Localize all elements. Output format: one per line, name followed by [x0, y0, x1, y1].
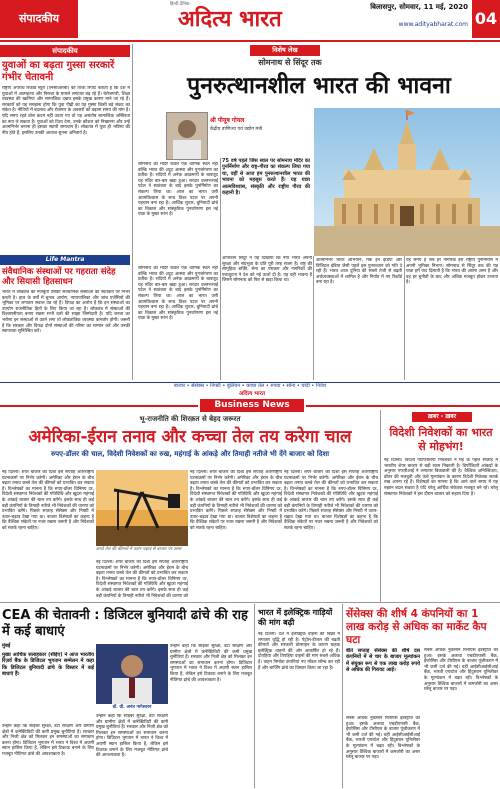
cea-headline: CEA की चेतावनी : डिजिटल बुनियादी ढांचे की राह में कई बाधाएं	[2, 608, 248, 639]
life-mantra: Life Mantra	[0, 255, 130, 265]
cea-lead: मुख्य आर्थिक सलाहकार (सीईए) ने आज भारतीय रिज़र्व बैंक के डिजिटल भुगतान सम्मेलन में कहा कि डिजिटल बुनियादी ढांचे के विस्तार में कई बाधाएं हैं।	[2, 652, 94, 678]
auto-body: नई दिल्ली। देश में इलेक्ट्रिक वाहनों की बिक्री में लगातार वृद्धि हो रही है। पेट्रोल-डीजल की बढ़ती कीमतों और सरकारी प्रोत्साहन के कारण ग्राहक इलेक्ट्रिक वाहनों की ओर आकर्षित हो रहे हैं। दोपहिया और तिपहिया वाहनों की मांग सबसे अधिक है। वाहन निर्माता कंपनियां नए मॉडल लॉन्च कर रही हैं और चार्जिंग ढांचे का विस्तार किया जा रहा है।	[258, 632, 340, 671]
cea-body-3: उन्होंने कहा कि साइबर सुरक्षा, डेटा संरक्षण और ग्रामीण क्षेत्रों में कनेक्टिविटी की कमी प्रमुख चुनौतियां हैं। सरकार और निजी क्षेत्र को मिलकर इन समस्याओं का समाधान करना होगा। डिजिटल भुगतान में भारत ने विश्व में अग्रणी स्थान हासिल किया है, लेकिन इसे टिकाऊ बनाने के लिए मजबूत नीतिगत ढांचे की आवश्यकता है।	[170, 644, 252, 683]
business-logo: अदित्य भारत	[239, 391, 265, 397]
sensex-body-2: सबसे अधिक नुकसान रिलायंस इंडस्ट्रीज को हुआ। इसके अलावा एचडीएफसी बैंक, इंफोसिस और टीसीएस के बाजार पूंजीकरण में भी कमी दर्ज की गई। वहीं आईसीआईसीआई बैंक, भारती एयरटेल और हिंदुस्तान यूनिलीवर के मूल्यांकन में बढ़त रही। विश्लेषकों के अनुसार वैश्विक बाजारों में कमजोरी का असर घरेलू बाजार पर पड़ा।	[424, 648, 498, 693]
fii-tag: ख़बर - ख़बर	[412, 412, 472, 422]
editorial2-title: संवैधानिक संस्थाओं पर गहराता संदेह और सियासी हितसाधन	[2, 267, 116, 287]
feature-body-4: यह समय है जब हर नागरिक इस राष्ट्रीय पुनर्निर्माण में अपनी भूमिका निभाए। सोमनाथ से सिंदूर तक की यह यात्रा हमें याद दिलाती है कि भारत की आत्मा अमर है और वह हर चुनौती के बाद और अधिक मजबूत होकर उभरता है।	[406, 258, 498, 286]
sensex-body-1: सबसे अधिक नुकसान रिलायंस इंडस्ट्रीज को हुआ। इसके अलावा एचडीएफसी बैंक, इंफोसिस और टीसीएस के बाजार पूंजीकरण में भी कमी दर्ज की गई। वहीं आईसीआईसीआई बैंक, भारती एयरटेल और हिंदुस्तान यूनिलीवर के मूल्यांकन में बढ़त रही। विश्लेषकों के अनुसार वैश्विक बाजारों में कमजोरी का असर घरेलू बाजार पर पड़ा।	[346, 716, 420, 761]
feature-body-2: ऑपरेशन सिंदूर ने यह दिखाया कि नया भारत अपनी सुरक्षा और संप्रभुता के प्रति पूरी तरह सजग है। राष्ट्र की सामूहिक शक्ति, सेना का पराक्रम और नागरिकों की एकजुटता ने देश को नई ऊर्जा दी है। यह वही भावना है जिसने सोमनाथ को फिर से खड़ा किया था।	[222, 256, 312, 284]
logo-tag: हिन्दी दैनिक	[170, 2, 190, 7]
lead-subhead: रुपए-डॉलर की चाल, विदेशी निवेशकों का रुख, महंगाई के आंकड़े और तिमाही नतीजे भी देंगे बाजार को दिशा	[50, 450, 330, 458]
editorial1-title: युवाओं का बढ़ता गुस्सा सरकारें गंभीर चेतावनी	[2, 60, 115, 83]
feature-headline: पुनरुत्थानशील भारत की भावना	[187, 73, 451, 99]
feature-body-1b: सोमनाथ का मंदिर केवल एक धार्मिक स्थल नहीं बल्कि भारत की अटूट आस्था और पुनर्जागरण का प्रतीक है। सदियों में अनेक आक्रमणों के बावजूद यह मंदिर बार-बार खड़ा हुआ। सरदार वल्लभभाई पटेल ने स्वतंत्रता के बाद इसके पुनर्निर्माण का संकल्प लिया था। आज का भारत उसी आत्मविश्वास के साथ विश्व पटल पर अपनी पहचान बना रहा है। आर्थिक सुधार, बुनियादी ढांचे का विकास और सांस्कृतिक पुनर्जागरण इस नई यात्रा के मुख्य स्तंभ हैं।	[138, 266, 218, 322]
feature-body-1: सोमनाथ का मंदिर केवल एक धार्मिक स्थल नहीं बल्कि भारत की अटूट आस्था और पुनर्जागरण का प्रतीक है। सदियों में अनेक आक्रमणों के बावजूद यह मंदिर बार-बार खड़ा हुआ। सरदार वल्लभभाई पटेल ने स्वतंत्रता के बाद इसके पुनर्निर्माण का संकल्प लिया था। आज का भारत उसी आत्मविश्वास के साथ विश्व पटल पर अपनी पहचान बना रहा है। आर्थिक सुधार, बुनियादी ढांचे का विकास और सांस्कृतिक पुनर्जागरण इस नई यात्रा के मुख्य स्तंभ हैं।	[138, 162, 218, 218]
oil-pump-photo	[96, 470, 188, 546]
feature-label: विशेष लेख	[250, 45, 320, 56]
page-number: 04	[472, 0, 500, 38]
lead-body-1: नई दिल्ली। शेयर बाजार की दिशा इस सप्ताह अंतरराष्ट्रीय घटनाक्रमों पर निर्भर करेगी। अमेरिका और ईरान के बीच बढ़ता तनाव कच्चे तेल की कीमतों को प्रभावित कर सकता है। विश्लेषकों का मानना है कि रुपए-डॉलर विनिमय दर, विदेशी संस्थागत निवेशकों की गतिविधि और खुदरा महंगाई के आंकड़े बाजार की चाल तय करेंगे। इसके साथ ही कई बड़ी कंपनियों के तिमाही नतीजे भी निवेशकों की धारणा को प्रभावित करेंगे। पिछले सप्ताह सेंसेक्स और निफ्टी में उतार-चढ़ाव देखा गया था। बाजार विशेषज्ञों का कहना है कि वैश्विक संकेतों पर नजर रखना जरूरी है और निवेशकों को सतर्क रहना चाहिए।	[2, 470, 94, 531]
lead-photo-caption: कच्चे तेल की कीमतों में उतार-चढ़ाव से बाजार पर असर	[96, 547, 182, 552]
city-date: बिलासपुर, सोमवार, 11 मई, 2020	[370, 3, 468, 11]
feature-kicker: सोमनाथ से सिंदूर तक	[258, 58, 322, 67]
lead-kicker: भू-राजनीति की शिरक़त से बेहद जरूरत	[139, 415, 241, 423]
logo: अदित्य भारत	[178, 7, 282, 32]
auto-headline: भारत में इलेक्ट्रिक गाड़ियों की मांग बढ़ी	[258, 608, 333, 627]
lead-headline: अमेरिका-ईरान तनाव और कच्चा तेल तय करेगा चाल	[28, 427, 352, 447]
market-ticker: बाजार • सेंसेक्स • निफ्टी • बुलियन • कच्चा तेल • रुपया • सोना • चांदी • निवेश	[173, 383, 327, 389]
lead-body-2: नई दिल्ली। शेयर बाजार की दिशा इस सप्ताह अंतरराष्ट्रीय घटनाक्रमों पर निर्भर करेगी। अमेरिका और ईरान के बीच बढ़ता तनाव कच्चे तेल की कीमतों को प्रभावित कर सकता है। विश्लेषकों का मानना है कि रुपए-डॉलर विनिमय दर, विदेशी संस्थागत निवेशकों की गतिविधि और खुदरा महंगाई के आंकड़े बाजार की चाल तय करेंगे। इसके साथ ही कई बड़ी कंपनियों के तिमाही नतीजे भी निवेशकों की धारणा को	[96, 560, 188, 598]
cea-body-1: उन्होंने कहा कि साइबर सुरक्षा, डेटा संरक्षण और ग्रामीण क्षेत्रों में कनेक्टिविटी की कमी प्रमुख चुनौतियां हैं। सरकार और निजी क्षेत्र को मिलकर इन समस्याओं का समाधान करना होगा। डिजिटल भुगतान में भारत ने विश्व में अग्रणी स्थान हासिल किया है, लेकिन इसे टिकाऊ बनाने के लिए मजबूत नीतिगत ढांचे की आवश्यकता है।	[2, 724, 94, 757]
sensex-lead: बीते सप्ताह सेंसेक्स की शीर्ष दस कंपनियों में से चार के बाजार मूल्यांकन में संयुक्त रूप से एक लाख करोड़ रुपये से अधिक की गिरावट आई।	[346, 648, 420, 674]
lead-body-4: नई दिल्ली। शेयर बाजार की दिशा इस सप्ताह अंतरराष्ट्रीय घटनाक्रमों पर निर्भर करेगी। अमेरिका और ईरान के बीच बढ़ता तनाव कच्चे तेल की कीमतों को प्रभावित कर सकता है। विश्लेषकों का मानना है कि रुपए-डॉलर विनिमय दर, विदेशी संस्थागत निवेशकों की गतिविधि और खुदरा महंगाई के आंकड़े बाजार की चाल तय करेंगे। इसके साथ ही कई बड़ी कंपनियों के तिमाही नतीजे भी निवेशकों की धारणा को प्रभावित करेंगे। पिछले सप्ताह सेंसेक्स और निफ्टी में उतार-चढ़ाव देखा गया था। बाजार विशेषज्ञों का कहना है कि वैश्विक संकेतों पर नजर रखना जरूरी है और निवेशकों को सतर्क रहना चाहिए।	[284, 470, 378, 531]
cea-body-2: उन्होंने कहा कि साइबर सुरक्षा, डेटा संरक्षण और ग्रामीण क्षेत्रों में कनेक्टिविटी की कमी प्रमुख चुनौतियां हैं। सरकार और निजी क्षेत्र को मिलकर इन समस्याओं का समाधान करना होगा। डिजिटल भुगतान में भारत ने विश्व में अग्रणी स्थान हासिल किया है, लेकिन इसे टिकाऊ बनाने के लिए मजबूत नीतिगत ढांचे की आवश्यकता है।	[96, 714, 168, 759]
editorial2-body: भारत में लोकतंत्र की मजबूती उसकी संवैधानिक संस्थाओं की स्वतंत्रता पर निर्भर करती है। हाल के वर्षों में चुनाव आयोग, न्यायपालिका और जांच एजेंसियों की भूमिका पर लगातार सवाल उठ रहे हैं। विपक्ष का आरोप है कि इन संस्थाओं का उपयोग राजनीतिक हितों के लिए किया जा रहा है। लोकतंत्र में संस्थाओं की विश्वसनीयता बनाए रखना सभी दलों की साझा जिम्मेदारी है। यदि जनता का भरोसा इन संस्थाओं से उठने लगा तो लोकतांत्रिक व्यवस्था कमजोर होगी। जरूरी है कि सरकार और विपक्ष दोनों संस्थाओं की गरिमा का सम्मान करें और उनकी स्वायत्तता सुनिश्चित करें।	[2, 290, 130, 335]
cea-photo-label: डॉ. वी. अनंत नागेश्वरन	[112, 705, 152, 710]
author-photo	[166, 112, 208, 160]
editorial1-body: राष्ट्रीय अपराध रिकॉर्ड ब्यूरो (एनसीआरबी) की ताजा रिपोर्ट बताती है कि देश में युवाओं में आत्महत्या और निराशा के मामले लगातार बढ़ रहे हैं। बेरोजगारी, शिक्षा व्यवस्था की खामियां और सामाजिक दबाव इसके प्रमुख कारण माने जा रहे हैं। सरकारों को यह समझना होगा कि युवा पीढ़ी का यह गुस्सा किसी बड़े संकट का संकेत है। नीतियों में बदलाव और रोजगार के अवसरों को बढ़ाना समय की मांग है। यदि समय रहते ठोस कदम नहीं उठाए गए तो यह असंतोष सामाजिक अस्थिरता का रूप ले सकता है। युवाओं को दिशा देना, उनके कौशल को निखारना और उन्हें आत्मनिर्भर बनाना ही इसका स्थायी समाधान है। लोकतंत्र में युवा ही भविष्य की नींव होते हैं, इसलिए उनकी आवाज सुनना अनिवार्य है।	[2, 86, 130, 136]
business-title: Business News	[200, 399, 304, 412]
cea-photo	[96, 644, 168, 704]
lead-body-3: नई दिल्ली। शेयर बाजार की दिशा इस सप्ताह अंतरराष्ट्रीय घटनाक्रमों पर निर्भर करेगी। अमेरिका और ईरान के बीच बढ़ता तनाव कच्चे तेल की कीमतों को प्रभावित कर सकता है। विश्लेषकों का मानना है कि रुपए-डॉलर विनिमय दर, विदेशी संस्थागत निवेशकों की गतिविधि और खुदरा महंगाई के आंकड़े बाजार की चाल तय करेंगे। इसके साथ ही कई बड़ी कंपनियों के तिमाही नतीजे भी निवेशकों की धारणा को प्रभावित करेंगे। पिछले सप्ताह सेंसेक्स और निफ्टी में उतार-चढ़ाव देखा गया था। बाजार विशेषज्ञों का कहना है कि वैश्विक संकेतों पर नजर रखना जरूरी है और निवेशकों को सतर्क रहना चाहिए।	[190, 470, 282, 531]
pull-quote: 75 वर्ष पहले जिस स्थल पर सोमनाथ मंदिर का पुनर्निर्माण और राष्ट्र-गौरव का संकल्प लिया गया था, वहीं से आज हम पुनरुत्थानशील भारत की भावना को महसूस करते हैं। यह यात्रा आत्मविश्वास, संस्कृति और राष्ट्रीय गौरव की कहानी है।	[222, 158, 310, 197]
somnath-temple-photo	[314, 108, 500, 256]
left-header: संपादकीय	[0, 45, 130, 57]
sensex-headline: सेंसेक्स की शीर्ष 4 कंपनियों का 1 लाख करोड़ से अधिक का मार्केट कैप घटा	[346, 608, 487, 646]
section-label: संपादकीय	[0, 0, 78, 38]
author-role: केंद्रीय वाणिज्य एवं उद्योग मंत्री	[210, 127, 263, 132]
fii-body: नई दिल्ली। विदेशी पोर्टफोलियो निवेशकों ने मई के पहले सप्ताह में भारतीय शेयर बाजार से बड़ी रकम निकाली है। डिपॉजिटरी आंकड़ों के अनुसार एफपीआई ने लगातार बिकवाली की है। वैश्विक अनिश्चितता, डॉलर की मजबूती और ऊंचे मूल्यांकन के कारण विदेशी निवेशक सतर्क रुख अपना रहे हैं। विशेषज्ञों का मानना है कि आने वाले समय में यह रुझान बदल सकता है यदि घरेलू आर्थिक संकेतक मजबूत बने रहें। घरेलू संस्थागत निवेशकों ने इस दौरान बाजार को सहारा दिया है।	[384, 458, 498, 497]
author-name: श्री पीयूष गोयल	[210, 117, 245, 124]
fii-headline: विदेशी निवेशकों का भारत से मोहभंग!	[389, 426, 493, 453]
feature-body-3: आत्मनिर्भर भारत अभियान, मेक इन इंडिया और डिजिटल इंडिया जैसी पहलें इस पुनरुत्थान को गति दे रही हैं। भारत आज दुनिया की सबसे तेजी से बढ़ती अर्थव्यवस्थाओं में शामिल है और निर्यात में नए रिकॉर्ड बना रहा है।	[316, 258, 402, 286]
cea-place: मुंबई	[2, 643, 11, 649]
website: www.adityabharat.com	[398, 21, 468, 28]
